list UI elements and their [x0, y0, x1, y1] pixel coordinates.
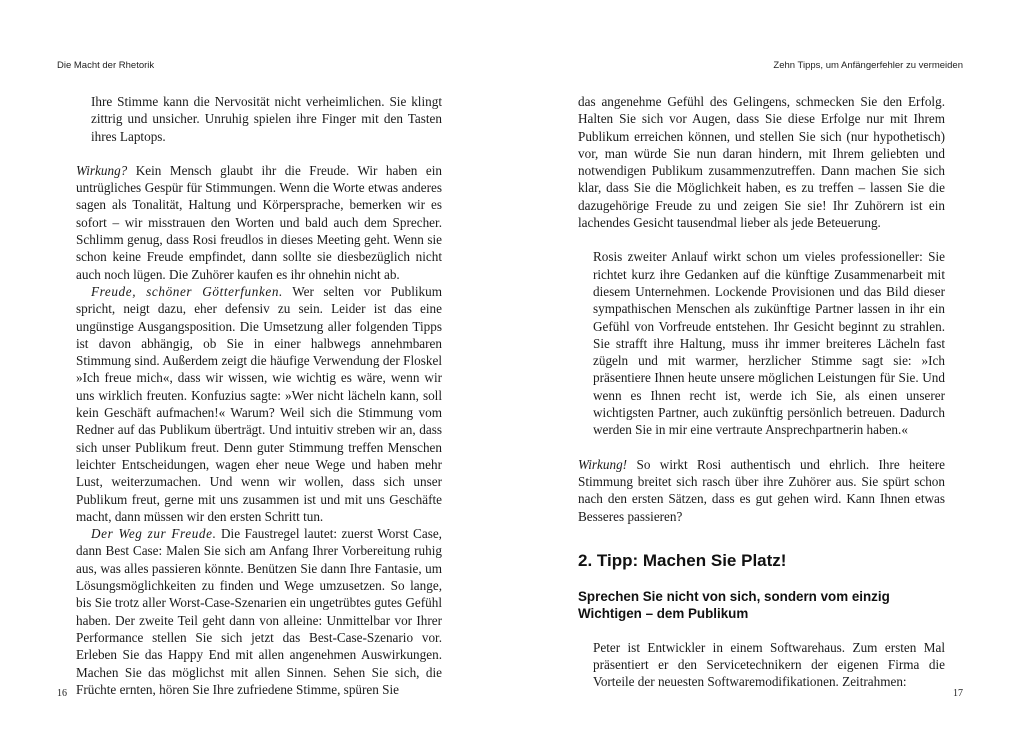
joy-paragraph — [76, 283, 442, 525]
example-paragraph — [76, 93, 442, 145]
left-text-block — [76, 93, 442, 698]
section-subtitle: Sprechen Sie nicht von sich, sondern vom einzig Wichtigen – dem Publikum — [578, 588, 890, 621]
way-paragraph — [76, 525, 442, 698]
paragraph-gap — [578, 231, 945, 248]
section-title: 2. Tipp: Machen Sie Platz! — [578, 550, 787, 570]
joy-text: Wer selten vor Publikum spricht, neigt dazu, eher defensiv zu sein. Leider ist das eine ungünstige Ausgangsposition. Die Umsetzung aller folgenden Tipps ist davon abhängig, ob Sie in einer halbwegs annehmbaren Stimmung sind. Außerdem zeigt die häufige Verwendung der Floskel »Ich freue mich«, dass wir wissen, wie wichtig es wäre, wenn wir uns wirklich freuten. Konfuzius sagte: »Wer nicht lächeln kann, soll kein Geschäft aufmachen!« Warum? Weil sich die Stimmung vom Redner auf das Publikum überträgt. Und intuitiv streben wir an, dass sich unser Publikum freut. Denn guter Stimmung treffen Menschen leichter Entscheidungen, wagen eher neue Wege und haben mehr Lust, weiterzumachen. Und wenn wir wollen, dass sich unser Publikum freut, gerne mit uns zusammen ist und mit uns Geschäfte macht, dann müssen wir den ersten Schritt tun. — [76, 283, 442, 524]
way-text: Die Faustregel lautet: zuerst Worst Case, dann Best Case: Malen Sie sich am Anfang Ihrer Vorbereitung ruhig aus, was alles passieren könnte. Benützen Sie dann Ihre Fantasie, um Lösungsmöglichkeiten zu finden und Wege umzusetzen. So lange, bis Sie trotz aller Worst-Case-Szenarien ein ungetrübtes gutes Gefühl haben. Der zweite Teil geht dann von alleine: Unmittelbar vor Ihrer Performance stellen Sie sich jetzt das Best-Case-Szenario vor. Erleben Sie das Happy End mit allen angenehmen Auswirkungen. Machen Sie das möglichst mit allen Sinnen. Sehen Sie sich, die Früchte ernten, hören Sie Ihre zufriedene Stimme, spüren Sie — [76, 526, 442, 697]
title-gap — [578, 572, 945, 580]
example2-text: Peter ist Entwickler in einem Softwarehaus. Zum ersten Mal präsentiert er den Servicetechnikern der eigenen Firma die Vorteile der neuesten Softwaremodifikationen. Zeitrahmen: — [593, 639, 945, 690]
example-text: Ihre Stimme kann die Nervosität nicht verheimlichen. Sie klingt zittrig und unsicher. Unruhig spielen ihre Finger mit den Tasten ihres Laptops. — [91, 94, 442, 144]
running-head-right: Zehn Tipps, um Anfängerfehler zu vermeiden — [773, 60, 963, 71]
effect-label-right: Wirkung! — [578, 456, 628, 472]
continuation-text: das angenehme Gefühl des Gelingens, schmecken Sie den Erfolg. Halten Sie sich vor Augen, dass Sie diese Erfolge nur mit Ihrem Publikum erreichen können, und stellen Sie sich (nur hypothetisch) vor, man würde Sie nun daran hindern, mit Ihrem geliebten und notwendigen Publikum zusammenzutreffen. Dann machen Sie sich klar, dass Sie die Möglichkeit haben, es zu treffen – lassen Sie die dazugehörige Freude zu und zeigen Sie sie! Ihr Zuhörern ist ein lachendes Gesicht tausendmal lieber als jede Beteuerung. — [578, 94, 945, 231]
right-text-block — [578, 93, 945, 691]
continuation-paragraph — [578, 93, 945, 231]
effect-text-right: So wirkt Rosi authentisch und ehrlich. Ihre heitere Stimmung breitet sich rasch über ihre Zuhörer aus. Sie spürt schon nach den ersten Sätzen, dass es gut gehen wird. Kann Ihnen etwas Besseres passieren? — [578, 456, 945, 524]
paragraph-gap — [578, 439, 945, 456]
way-label: Der Weg zur Freude. — [91, 526, 217, 542]
page-number-left: 16 — [57, 688, 67, 699]
joy-label: Freude, schöner Götterfunken. — [91, 283, 283, 299]
example2-paragraph — [578, 639, 945, 691]
paragraph-gap — [76, 145, 442, 162]
running-head-left: Die Macht der Rhetorik — [57, 60, 155, 71]
effect-text: Kein Mensch glaubt ihr die Freude. Wir haben ein untrügliches Gespür für Stimmungen. Wenn die Worte etwas anderes sagen als Tonalität, Haltung und Körpersprache, bemerken wir es sofort – wir misstrauen den Worten und bald auch dem Sprecher. Schlimm genug, dass Rosi freudlos in dieses Meeting geht. Wenn sie schon keine Freude empfindet, dann sollte sie diesbezüglich nicht auch noch lügen. Die Zuhörer kaufen es ihr ohnehin nicht ab. — [76, 162, 442, 282]
title-gap — [578, 580, 945, 588]
right-page — [510, 0, 1020, 756]
section-gap-small — [578, 542, 945, 550]
section-gap — [578, 525, 945, 542]
effect-paragraph — [76, 162, 442, 283]
effect-paragraph-right — [578, 456, 945, 525]
page-number-right: 17 — [953, 688, 963, 699]
subtitle-gap — [578, 622, 945, 639]
example-paragraph-right — [578, 248, 945, 438]
example-text-right: Rosis zweiter Anlauf wirkt schon um vieles professioneller: Sie richtet kurz ihre Gedanken auf die künftige Zusammenarbeit mit diesem Unternehmen. Lockende Provisionen und das Bild dieser sympathischen Menschen als zukünftige Partner lassen in ihr ein Gefühl von Vorfreude entstehen. Ihr Gesicht beginnt zu strahlen. Sie strafft ihre Haltung, muss ihr immer breiteres Lächeln fast zügeln und mit warmer, herzlicher Stimme sagt sie: »Ich präsentiere Ihnen heute unsere möglichen Leistungen für Sie. Und wenn es Ihnen recht ist, werde ich Sie, als einen unserer wichtigsten Partner, auch zukünftig persönlich betreuen. Dadurch werden Sie in mir eine vertraute Ansprechpartnerin haben.« — [593, 249, 945, 438]
effect-label: Wirkung? — [76, 162, 128, 178]
